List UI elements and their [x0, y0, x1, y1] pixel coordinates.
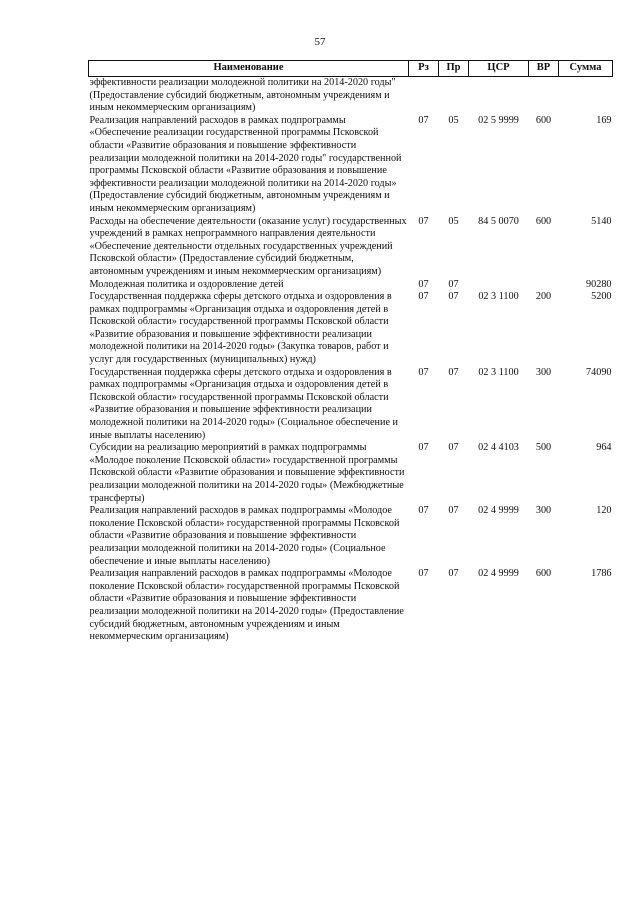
row-vr: 600: [535, 568, 552, 580]
row-sum: 5200: [591, 291, 612, 303]
table-row: [89, 279, 613, 292]
row-sum: 169: [596, 114, 612, 126]
header-name: Наименование: [89, 61, 409, 77]
header-vr: ВР: [529, 61, 559, 77]
row-rz: 07: [418, 291, 429, 303]
row-csr: 02 4 9999: [478, 568, 519, 580]
row-vr: 500: [535, 442, 552, 454]
row-pr: 07: [448, 442, 459, 454]
row-vr: 200: [535, 291, 552, 303]
row-vr: 300: [535, 505, 552, 517]
row-rz: [409, 77, 439, 115]
row-rz: 07: [418, 366, 429, 378]
row-csr: 02 5 9999: [478, 114, 519, 126]
row-sum: 90280: [586, 278, 612, 290]
row-csr: 02 4 9999: [478, 505, 519, 517]
row-pr: 07: [448, 505, 459, 517]
row-sum: 120: [596, 505, 612, 517]
row-pr: 05: [448, 114, 459, 126]
row-csr: 02 4 4103: [478, 442, 519, 454]
row-rz: 07: [418, 278, 429, 290]
row-sum: 5140: [591, 215, 612, 227]
row-sum: 964: [596, 442, 612, 454]
row-pr: 05: [448, 215, 459, 227]
row-name: Государственная поддержка сферы детского отдыха и оздоровления в рамках подпрограммы «Организация отдыха и оздоровления детей в Псковской области» государственной программы Псковской области «Развитие образования и повышение эффективности реализации молодежной политики на 2014-2020 годы» (Социальное обеспечение и иные выплаты населению): [89, 366, 398, 441]
table-row: [89, 505, 613, 568]
row-pr: 07: [448, 278, 459, 290]
table-row: [89, 216, 613, 279]
row-csr: 02 3 1100: [478, 366, 519, 378]
row-name: Реализация направлений расходов в рамках подпрограммы «Обеспечение реализации государственной программы Псковской области «Развитие образования и повышение эффективности реализации молодежной политики на 2014-2020 годы" государственной программы Псковской области «Развитие образования и повышение эффективности реализации молодежной политики на 2014-2020 годы» (Предоставление субсидий бюджетным, автономным учреждениям и иным некоммерческим организациям): [89, 114, 402, 214]
row-csr: 02 3 1100: [478, 291, 519, 303]
page-number: 57: [314, 36, 326, 48]
row-sum: [559, 77, 613, 115]
row-rz: 07: [418, 568, 429, 580]
row-name: Расходы на обеспечение деятельности (оказание услуг) государственных учреждений в рамках непрограммного направления деятельности «Обеспечение деятельности отдельных государственных учреждений Псковской области» (Предоставление субсидий бюджетным, автономным учреждениям и иным некоммерческим организациям): [89, 215, 407, 277]
table-row: [89, 568, 613, 644]
row-rz: 07: [418, 114, 429, 126]
row-pr: 07: [448, 291, 459, 303]
row-name: Реализация направлений расходов в рамках подпрограммы «Молодое поколение Псковской области» государственной программы Псковской области «Развитие образования и повышение эффективности реализации молодежной политики на 2014-2020 годы» (Социальное обеспечение и иные выплаты населению): [89, 505, 400, 567]
row-rz: 07: [418, 442, 429, 454]
row-csr: 84 5 0070: [478, 215, 519, 227]
row-vr: [529, 279, 559, 292]
row-name: Субсидии на реализацию мероприятий в рамках подпрограммы «Молодое поколение Псковской области» государственной программы Псковской области «Развитие образования и повышение эффективности реализации молодежной политики на 2014-2020 годы» (Межбюджетные трансферты): [89, 442, 405, 504]
row-name: эффективности реализации молодежной политики на 2014-2020 годы" (Предоставление субсидий бюджетным, автономным учреждениям и иным некоммерческим организациям): [89, 77, 396, 114]
row-csr: [469, 77, 529, 115]
table-header-row: [89, 61, 613, 77]
row-pr: [439, 77, 469, 115]
row-pr: 07: [448, 568, 459, 580]
row-vr: [529, 77, 559, 115]
row-csr: [469, 279, 529, 292]
table-row: [89, 77, 613, 115]
row-name: Государственная поддержка сферы детского отдыха и оздоровления в рамках подпрограммы «Организация отдыха и оздоровления детей в Псковской области» государственной программы Псковской области «Развитие образования и повышение эффективности реализации молодежной политики на 2014-2020 годы» (Закупка товаров, работ и услуг для государственных (муниципальных) нужд): [89, 291, 392, 366]
table-row: [89, 115, 613, 216]
budget-table: [88, 60, 613, 644]
header-pr: Пр: [439, 61, 469, 77]
table-row: [89, 291, 613, 367]
table-row: [89, 367, 613, 443]
row-name: Молодежная политика и оздоровление детей: [89, 278, 284, 290]
header-rz: Рз: [409, 61, 439, 77]
row-rz: 07: [418, 505, 429, 517]
row-sum: 1786: [591, 568, 612, 580]
row-pr: 07: [448, 366, 459, 378]
row-sum: 74090: [586, 366, 612, 378]
row-vr: 600: [535, 215, 552, 227]
header-sum: Сумма: [559, 61, 613, 77]
row-rz: 07: [418, 215, 429, 227]
table-row: [89, 442, 613, 505]
row-vr: 300: [535, 366, 552, 378]
row-vr: 600: [535, 114, 552, 126]
header-csr: ЦСР: [469, 61, 529, 77]
row-name: Реализация направлений расходов в рамках подпрограммы «Молодое поколение Псковской области» государственной программы Псковской области «Развитие образования и повышение эффективности реализации молодежной политики на 2014-2020 годы» (Предоставление субсидий бюджетным, автономным учреждениям и иным некоммерческим организациям): [89, 568, 404, 643]
